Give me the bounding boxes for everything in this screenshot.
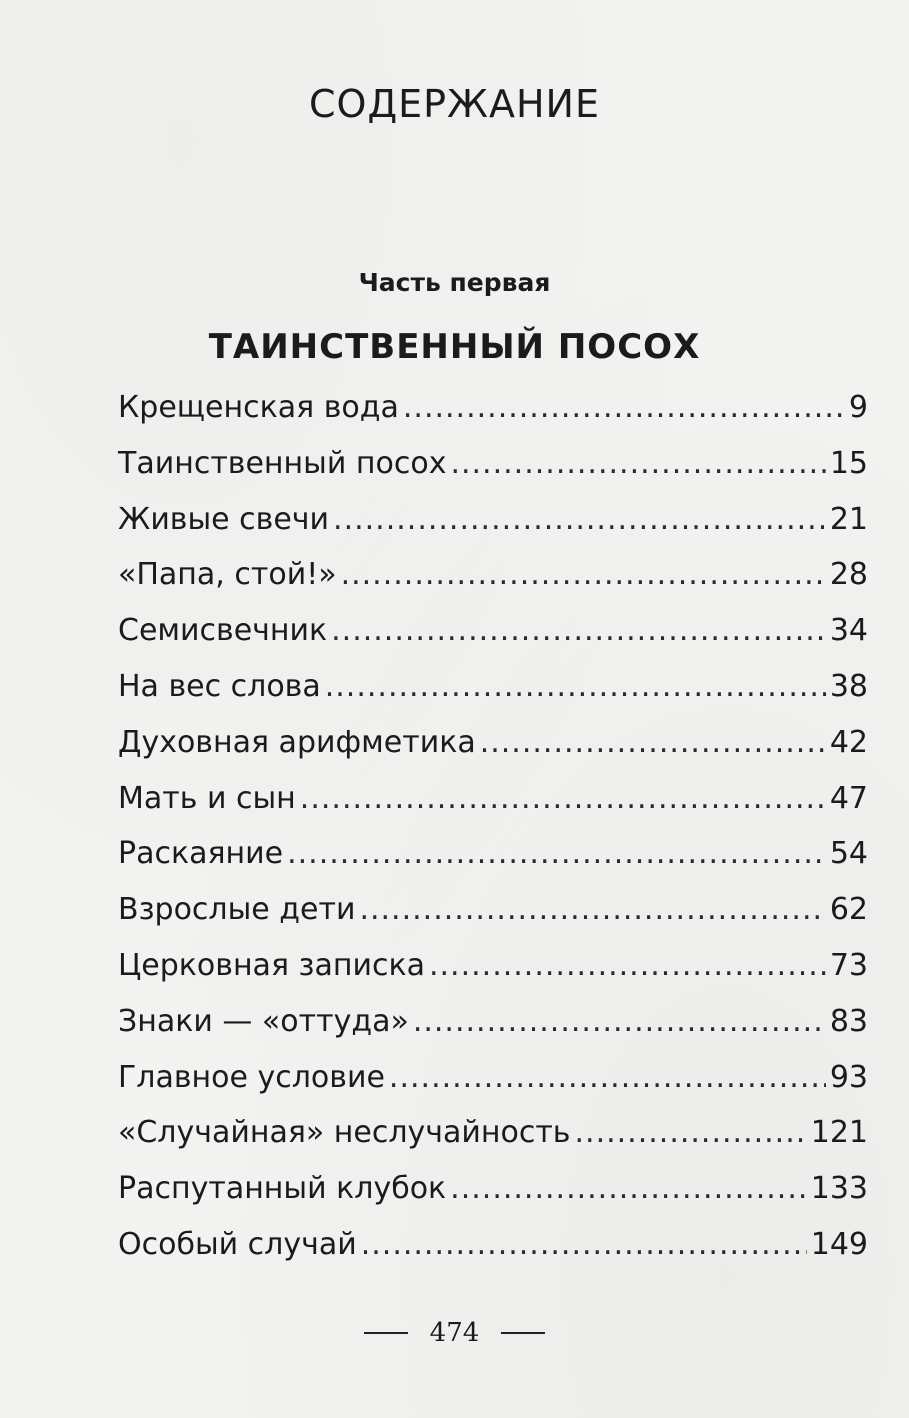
- toc-entry-page: 21: [829, 501, 868, 537]
- folio-dash-right: [501, 1332, 545, 1334]
- toc-entry-page: 42: [829, 724, 868, 760]
- toc-entry: [118, 1004, 868, 1060]
- toc-entry-page: 47: [829, 780, 868, 816]
- toc-entry-title: Взрослые дети: [118, 892, 356, 928]
- dot-leader: [361, 1227, 807, 1262]
- toc-entry-page: 83: [829, 1003, 868, 1039]
- dot-leader: [333, 502, 826, 537]
- toc-entry: [118, 390, 868, 446]
- toc-entry-title: Духовная арифметика: [118, 724, 476, 760]
- toc-entry: [118, 1115, 868, 1171]
- dot-leader: [413, 1004, 826, 1039]
- toc-entry-page: 133: [810, 1171, 868, 1207]
- toc-entry-page: 34: [829, 613, 868, 649]
- dot-leader: [341, 557, 826, 592]
- toc-entry-title: Таинственный посох: [118, 445, 447, 481]
- dot-leader: [450, 446, 825, 481]
- toc-entry-title: На вес слова: [118, 668, 321, 704]
- toc-entry-page: 15: [829, 445, 868, 481]
- toc-entry: [118, 948, 868, 1004]
- toc-entry: [118, 1227, 868, 1283]
- toc-entry-page: 73: [829, 947, 868, 983]
- toc-entry-title: «Случайная» неслучайность: [118, 1115, 571, 1151]
- toc-entry-page: 62: [829, 892, 868, 928]
- toc-entry-page: 28: [829, 557, 868, 593]
- toc-entry-page: 121: [810, 1115, 868, 1151]
- toc-entry-page: 93: [829, 1059, 868, 1095]
- toc-entry: [118, 502, 868, 558]
- toc-entry-title: Особый случай: [118, 1226, 357, 1262]
- toc-entry-page: 54: [829, 836, 868, 872]
- table-of-contents: [118, 390, 868, 1283]
- dot-leader: [575, 1115, 807, 1150]
- toc-entry-page: 38: [829, 668, 868, 704]
- toc-entry: [118, 446, 868, 502]
- toc-entry: [118, 1171, 868, 1227]
- toc-entry: [118, 836, 868, 892]
- dot-leader: [389, 1060, 826, 1095]
- toc-entry-page: 9: [848, 390, 868, 425]
- page-title: СОДЕРЖАНИЕ: [309, 82, 600, 126]
- part-title: ТАИНСТВЕННЫЙ ПОСОХ: [208, 327, 701, 367]
- dot-leader: [429, 948, 826, 983]
- toc-entry-title: Распутанный клубок: [118, 1171, 447, 1207]
- toc-entry-title: Семисвечник: [118, 613, 328, 649]
- dot-leader: [331, 613, 826, 648]
- toc-entry-title: Мать и сын: [118, 780, 296, 816]
- toc-entry: [118, 557, 868, 613]
- dot-leader: [403, 390, 845, 425]
- toc-entry-title: Крещенская вода: [118, 390, 399, 425]
- toc-entry: [118, 781, 868, 837]
- toc-entry: [118, 613, 868, 669]
- toc-entry-title: Раскаяние: [118, 836, 284, 872]
- folio-dash-left: [364, 1332, 408, 1334]
- dot-leader: [450, 1171, 807, 1206]
- toc-entry: [118, 669, 868, 725]
- toc-entry: [118, 1060, 868, 1116]
- toc-entry-title: «Папа, стой!»: [118, 557, 337, 593]
- part-label: Часть первая: [358, 268, 551, 297]
- dot-leader: [300, 781, 826, 816]
- toc-entry-page: 149: [810, 1226, 868, 1262]
- toc-entry-title: Главное условие: [118, 1059, 385, 1095]
- page-number: 474: [429, 1318, 480, 1348]
- dot-leader: [325, 669, 826, 704]
- dot-leader: [480, 725, 826, 760]
- toc-entry-title: Знаки — «оттуда»: [118, 1003, 409, 1039]
- dot-leader: [287, 836, 826, 871]
- toc-entry-title: Церковная записка: [118, 947, 425, 983]
- toc-entry: [118, 892, 868, 948]
- toc-entry: [118, 725, 868, 781]
- dot-leader: [359, 892, 825, 927]
- toc-entry-title: Живые свечи: [118, 501, 330, 537]
- page-number-footer: [0, 1318, 909, 1348]
